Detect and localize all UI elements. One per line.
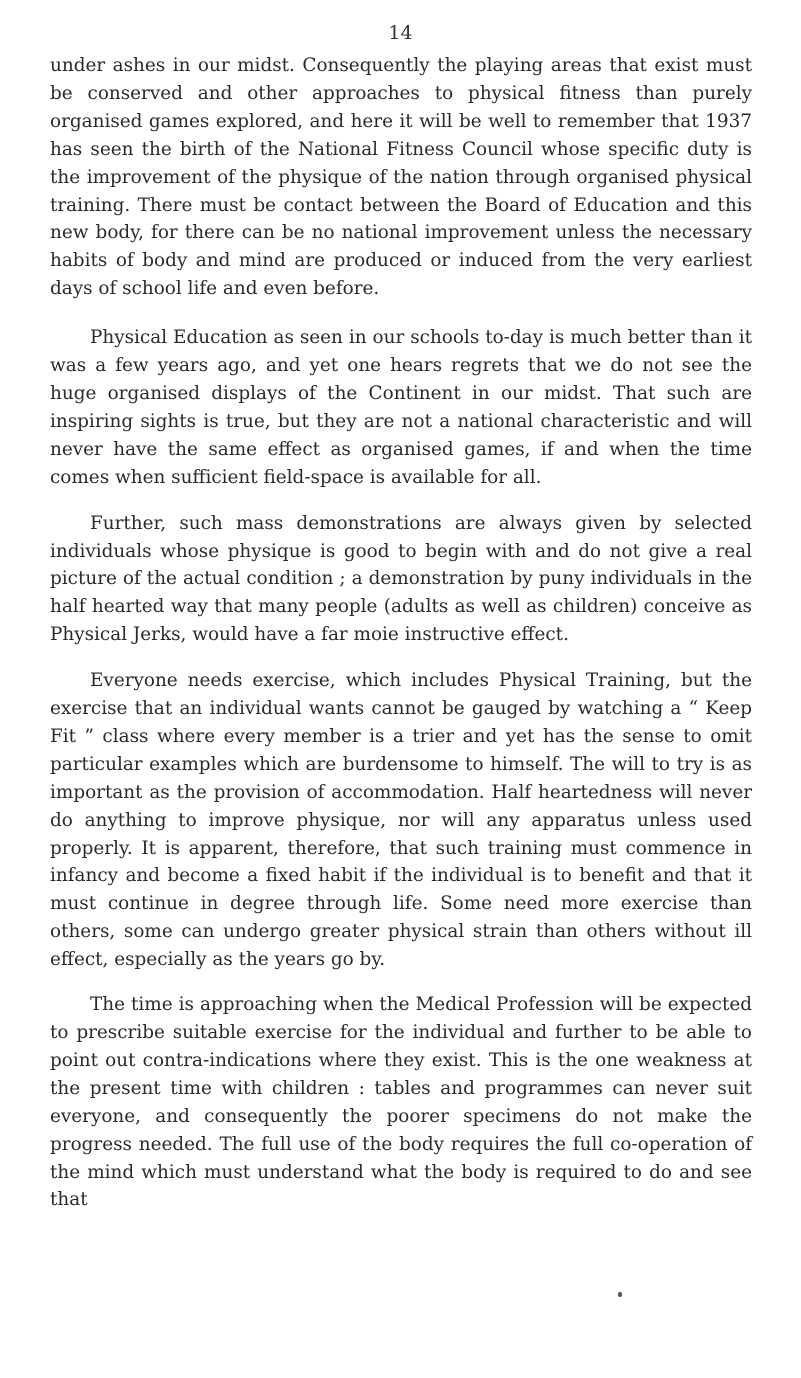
paragraph-1: under ashes in our midst. Consequently the playing areas that exist must be conserved and other approaches to physical fitness than purely organised games explored, and here it will be well to remember that 1937 has seen the birth of the National Fitness Council whose specific duty is the improvement of the physique of the nation through organised physical training. There must be contact between the Board of Education and this new body, for there can be no national improvement unless the necessary habits of body and mind are produced or induced from the very earliest days of school life and even before. [50,55,752,300]
print-speck [618,1292,622,1297]
page-number: 14 [388,22,413,44]
paragraph-4: Everyone needs exercise, which includes Physical Training, but the exercise that an individual wants cannot be gauged by watching a “ Keep Fit ” class where every member is a trier and yet has the sense to omit particular examples which are burdensome to himself. The will to try is as important as the provision of accommodation. Half heartedness will never do anything to improve physique, nor will any apparatus unless used properly. It is apparent, therefore, that such training must commence in infancy and become a fixed habit if the individual is to benefit and that it must continue in degree through life. Some need more exercise than others, some can undergo greater physical strain than others without ill effect, especially as the years go by. [50,670,752,971]
paragraph-3: Further, such mass demonstrations are always given by selected individuals whose physique is good to begin with and do not give a real picture of the actual condition ; a demonstration by puny individuals in the half hearted way that many people (adults as well as children) conceive as Physical Jerks, would have a far moie instructive effect. [50,512,752,646]
paragraph-2: Physical Education as seen in our schools to-day is much better than it was a few years ago, and yet one hears regrets that we do not see the huge organised displays of the Continent in our midst. That such are inspiring sights is true, but they are not a national characteristic and will never have the same effect as organised games, if and when the time comes when sufficient field-space is available for all. [50,327,752,488]
paragraph-5: The time is approaching when the Medical Profession will be expected to prescribe suitable exercise for the individual and further to be able to point out contra-indications where they exist. This is the one weakness at the present time with children : tables and programmes can never suit everyone, and consequently the poorer specimens do not make the progress needed. The full use of the body requires the full co-operation of the mind which must understand what the body is required to do and see that [50,994,752,1211]
body-text [50,52,752,1214]
